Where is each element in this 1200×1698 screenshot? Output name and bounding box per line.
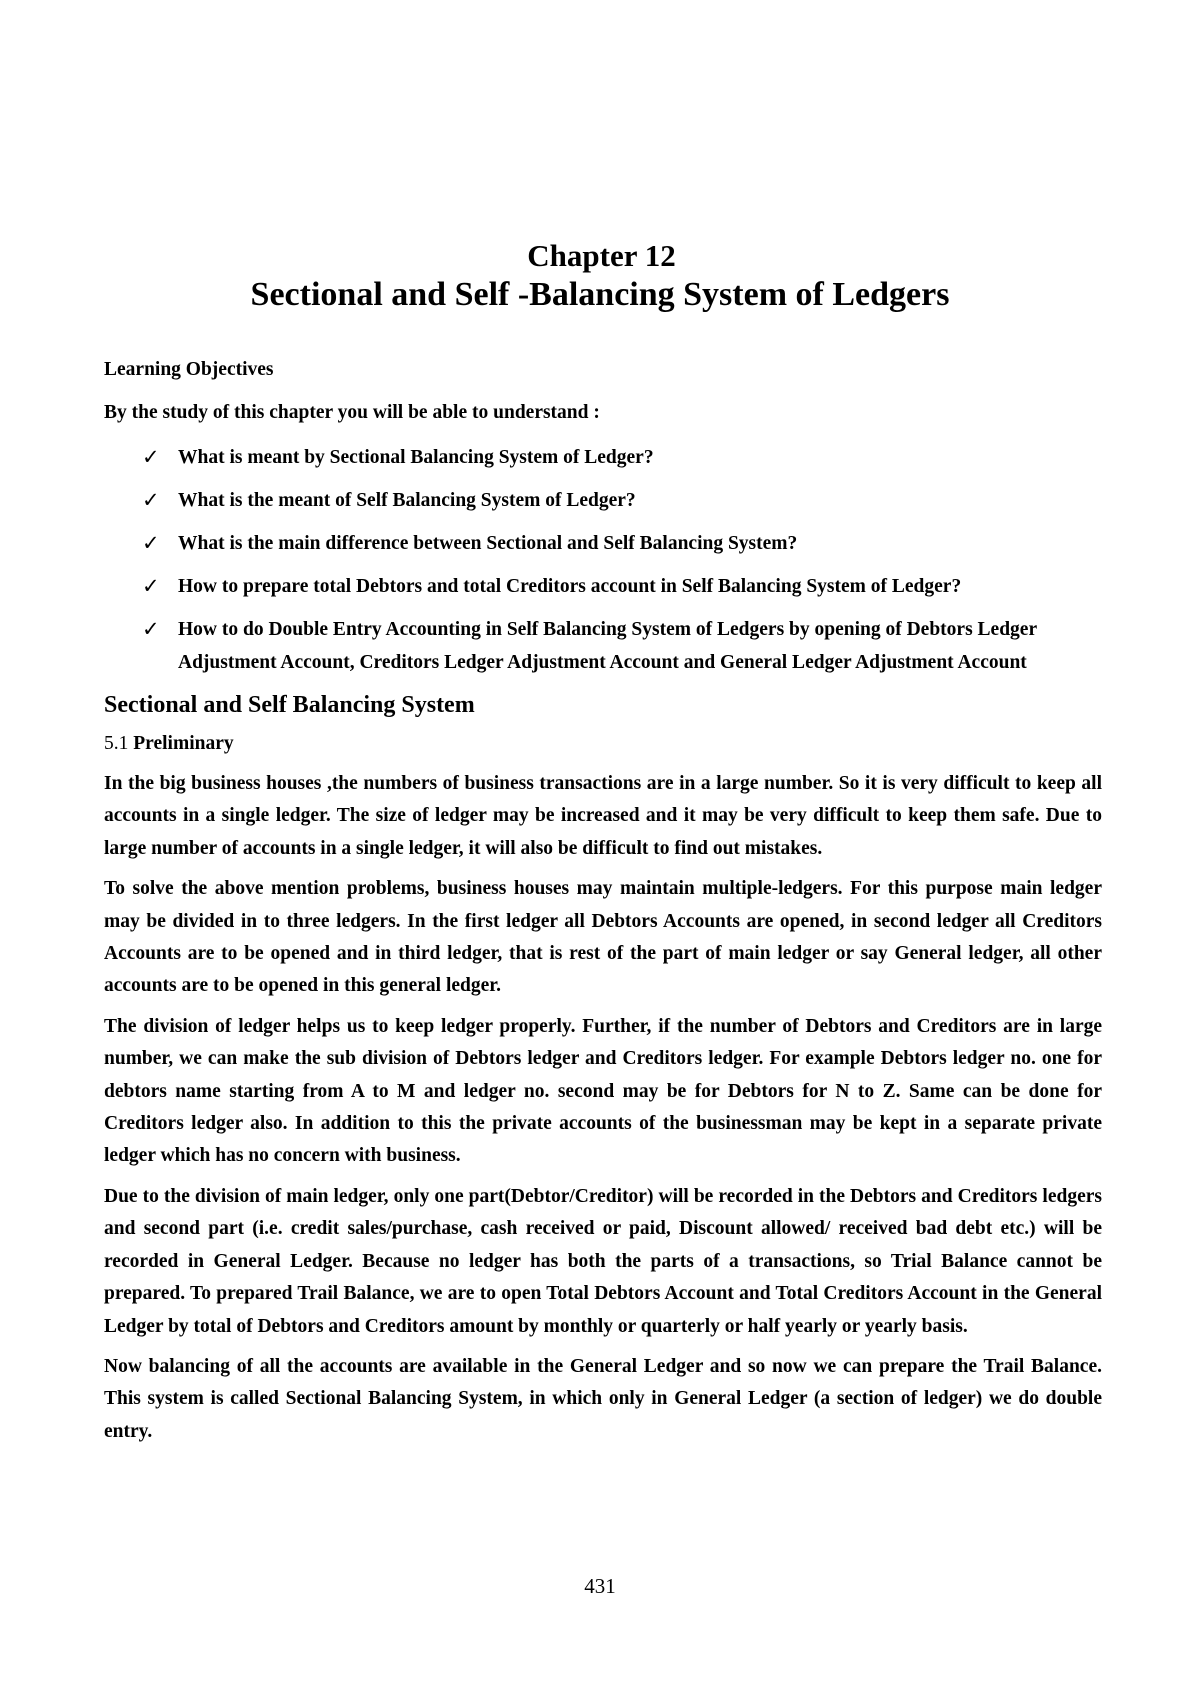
objective-text: What is the main difference between Sectional and Self Balancing System? — [178, 533, 798, 554]
page-number: 431 — [584, 1574, 616, 1598]
objective-text: How to do Double Entry Accounting in Self Balancing System of Ledgers by opening of Debtors Ledger Adjustment Account, Creditors Ledger Adjustment Account and General Ledger Adjustment Account — [178, 619, 1037, 673]
learning-objectives-list — [104, 441, 1102, 679]
paragraph: In the big business houses ,the numbers of business transactions are in a large number. So it is very difficult to keep all accounts in a single ledger. The size of ledger may be increased and it may be very difficult to keep them safe. Due to large number of accounts in a single ledger, it will also be difficult to find out mistakes. — [104, 773, 1102, 859]
body-content — [104, 354, 1102, 1456]
objective-item — [104, 527, 1102, 560]
objective-text: How to prepare total Debtors and total Creditors account in Self Balancing System of Ledger? — [178, 576, 962, 597]
paragraph: Now balancing of all the accounts are available in the General Ledger and so now we can prepare the Trail Balance. This system is called Sectional Balancing System, in which only in General Ledger (a section of ledger) we do double entry. — [104, 1355, 1102, 1442]
chapter-number: Chapter 12 — [527, 238, 676, 273]
objective-item — [104, 484, 1102, 517]
check-icon: ✓ — [142, 574, 160, 598]
objective-item — [104, 441, 1102, 474]
subsection-number: 5.1 — [104, 733, 129, 754]
objective-text: What is meant by Sectional Balancing System of Ledger? — [178, 447, 654, 468]
paragraph: Due to the division of main ledger, only one part(Debtor/Creditor) will be recorded in the Debtors and Creditors ledgers and second part (i.e. credit sales/purchase, cash received or paid, Discount allowed/ received bad debt etc.) will be recorded in General Ledger. Because no ledger has both the parts of a transactions, so Trial Balance cannot be prepared. To prepared Trail Balance, we are to open Total Debtors Account and Total Creditors Account in the General Ledger by total of Debtors and Creditors amount by monthly or quarterly or half yearly or yearly basis. — [104, 1185, 1102, 1337]
learning-objectives-intro: By the study of this chapter you will be able to understand : — [104, 402, 600, 423]
subsection-title: Preliminary — [133, 733, 234, 754]
objective-item — [104, 570, 1102, 603]
chapter-heading — [0, 238, 1200, 315]
chapter-title: Sectional and Self -Balancing System of Ledgers — [250, 276, 950, 313]
section-heading: Sectional and Self Balancing System — [104, 692, 475, 718]
learning-objectives-heading: Learning Objectives — [104, 359, 274, 380]
check-icon: ✓ — [142, 445, 160, 469]
check-icon: ✓ — [142, 488, 160, 512]
paragraph: The division of ledger helps us to keep ledger properly. Further, if the number of Debtors and Creditors are in large number, we can make the sub division of Debtors ledger and Creditors ledger. For example Debtors ledger no. one for debtors name starting from A to M and ledger no. second may be for Debtors for N to Z. Same can be done for Creditors ledger also. In addition to this the private accounts of the businessman may be kept in a separate private ledger which has no concern with business. — [104, 1015, 1102, 1167]
objective-text: What is the meant of Self Balancing System of Ledger? — [178, 490, 636, 511]
subsection-heading — [104, 729, 1102, 759]
objective-item — [104, 613, 1102, 679]
check-icon: ✓ — [142, 531, 160, 555]
check-icon: ✓ — [142, 617, 160, 641]
paragraph: To solve the above mention problems, business houses may maintain multiple-ledgers. For this purpose main ledger may be divided in to three ledgers. In the first ledger all Debtors Accounts are opened, in second ledger all Creditors Accounts are to be opened and in third ledger, that is rest of the part of main ledger or say General ledger, all other accounts are to be opened in this general ledger. — [104, 878, 1102, 997]
